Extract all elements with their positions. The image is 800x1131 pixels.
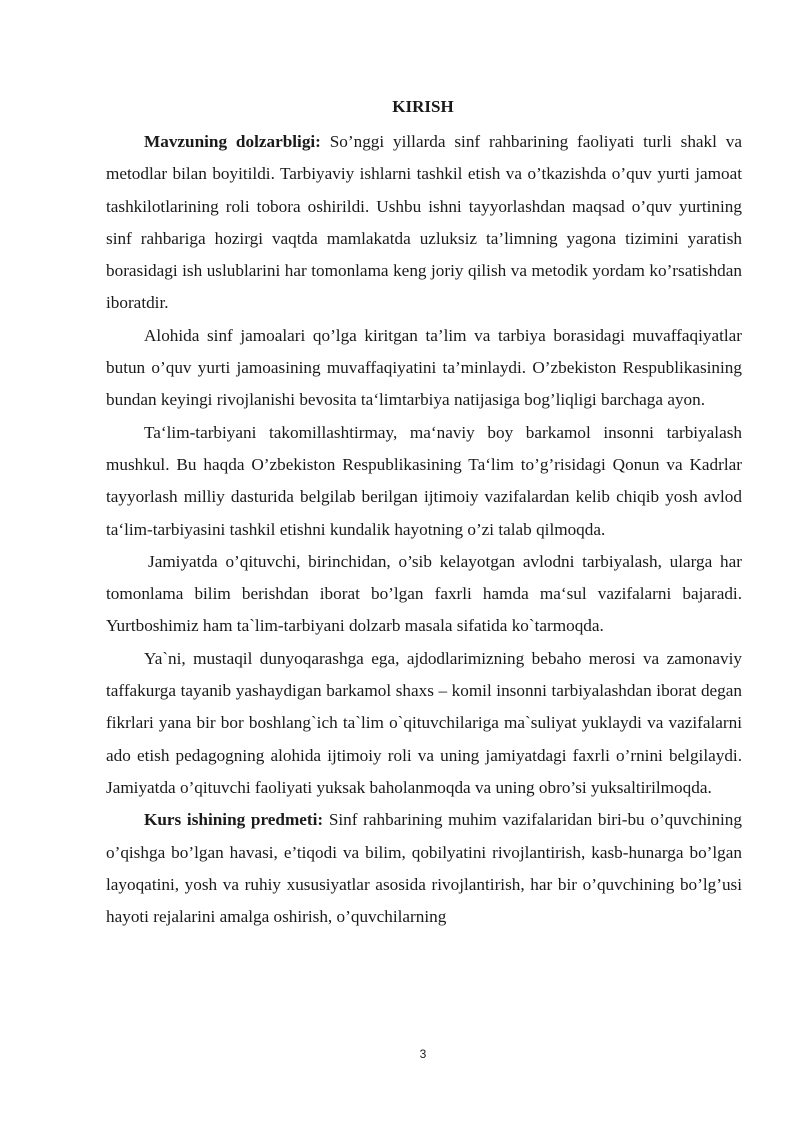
body-text — [106, 126, 742, 933]
page-number: 3 — [419, 1047, 427, 1061]
section-heading: KIRISH — [392, 97, 454, 116]
paragraph-text: So’nggi yillarda sinf rahbarining faoliyati turli shakl va metodlar bilan boyitildi. Tarbiyaviy ishlarni tashkil etish va o’tkazishda o’quv yurti jamoat tashkilotlarining roli tobora oshirildi. Ushbu ishni tayyorlashdan maqsad o’quv yurtining sinf rahbariga hozirgi vaqtda mamlakatda uzluksiz ta’limning yagona tizimini yaratish borasidagi ish uslublarini har tomonlama keng joriy qilish va metodik yordam ko’rsatishdan iboratdir. — [106, 132, 742, 313]
paragraph: Ya`ni, mustaqil dunyoqarashga ega, ajdodlarimizning bebaho merosi va zamonaviy taffakurga tayanib yashaydigan barkamol shaxs – komil insonni tarbiyalashdan iborat degan fikrlari yana bir bor boshlang`ich ta`lim o`qituvchilariga ma`suliyat yuklaydi va vazifalarni ado etish pedagogning alohida ijtimoiy roli va uning jamiyatdagi faxrli o’rnini belgilaydi. Jamiyatda o’qituvchi faoliyati yuksak baholanmoqda va uning obro’si yuksaltirilmoqda. — [106, 648, 742, 797]
paragraph-text: Sinf rahbarining muhim vazifalaridan biri-bu o’quvchining o’qishga bo’lgan havasi, e’tiqodi va bilim, qobilyatini rivojlantirish, kasb-hunarga bo’lgan layoqatini, yosh va ruhiy xususiyatlar asosida rivojlantirish, har bir o’quvchining bo’lg’usi hayoti rejalarini amalga oshirish, o’quvchilarning — [106, 810, 742, 927]
paragraph-lead: Mavzuning dolzarbligi: — [144, 132, 321, 151]
paragraph: Jamiyatda o’qituvchi, birinchidan, o’sib kelayotgan avlodni tarbiyalash, ularga har tomonlama bilim berishdan iborat bo’lgan faxrli hamda ma‘sul vazifalarni bajaradi. Yurtboshimiz ham ta`lim-tarbiyani dolzarb masala sifatida ko`tarmoqda. — [106, 551, 742, 636]
paragraph-lead: Kurs ishining predmeti: — [144, 810, 324, 830]
paragraph-subject — [106, 804, 742, 933]
paragraph-relevance — [106, 126, 742, 320]
paragraph: Ta‘lim-tarbiyani takomillashtirmay, ma‘naviy boy barkamol insonni tarbiyalash mushkul. Bu haqda O’zbekiston Respublikasining Ta‘lim to’g’risidagi Qonun va Kadrlar tayyorlash milliy dasturida belgilab berilgan ijtimoiy vazifalardan kelib chiqib yosh avlod ta‘lim-tarbiyasini tashkil etishni kundalik hayotning o’zi talab qilmoqda. — [106, 422, 742, 539]
paragraph: Alohida sinf jamoalari qo’lga kiritgan ta’lim va tarbiya borasidagi muvaffaqiyatlar butun o’quv yurti jamoasining muvaffaqiyatini ta’minlaydi. O’zbekiston Respublikasining bundan keyingi rivojlanishi bevosita ta‘limtarbiya natijasiga bog’liqligi barchaga ayon. — [106, 325, 742, 410]
